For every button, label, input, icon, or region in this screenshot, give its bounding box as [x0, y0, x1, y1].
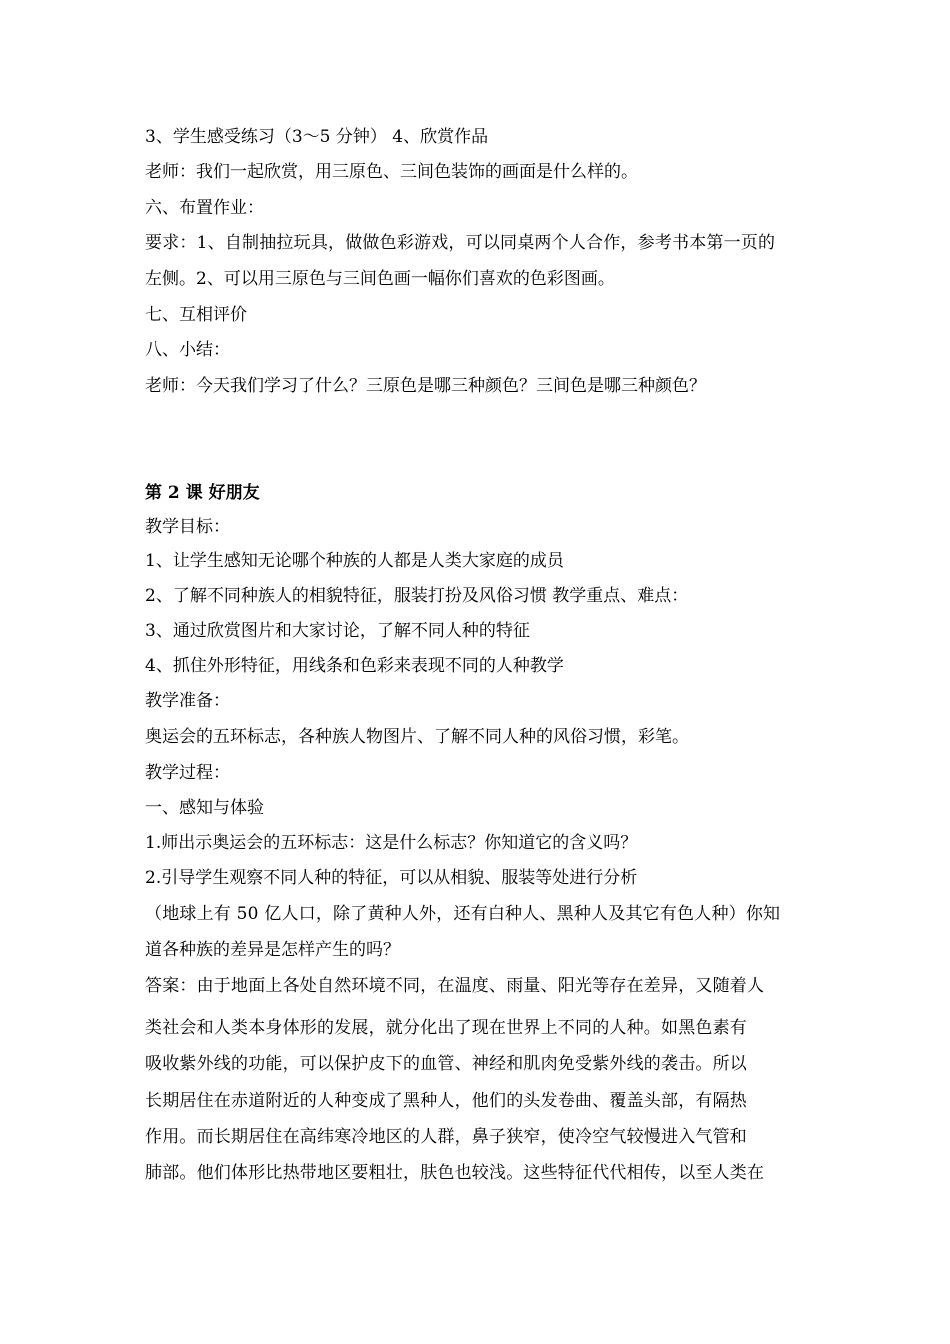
- section-heading: 教学目标：: [145, 517, 230, 537]
- text-line: 肺部。他们体形比热带地区要粗壮，肤色也较浅。这些特征代代相传，以至人类在: [145, 1163, 765, 1183]
- text-line: 3、通过欣赏图片和大家讨论，了解不同人种的特征: [145, 621, 530, 641]
- text-line: （地球上有 50 亿人口，除了黄种人外，还有白种人、黑种人及其它有色人种）你知: [145, 904, 781, 924]
- section-heading: 教学过程：: [145, 763, 230, 783]
- text-line: 4、抓住外形特征，用线条和色彩来表现不同的人种教学: [145, 656, 564, 676]
- text-line: 长期居住在赤道附近的人种变成了黑种人，他们的头发卷曲、覆盖头部，有隔热: [145, 1091, 747, 1111]
- text-line: 道各种族的差异是怎样产生的吗？: [145, 940, 400, 960]
- section-heading: 七、互相评价: [145, 305, 247, 325]
- text-line: 左侧。2、可以用三原色与三间色画一幅你们喜欢的色彩图画。: [145, 269, 615, 289]
- text-line: 老师：今天我们学习了什么？三原色是哪三种颜色？三间色是哪三种颜色？: [145, 376, 706, 396]
- text-line: 类社会和人类本身体形的发展，就分化出了现在世界上不同的人种。如黑色素有: [145, 1018, 747, 1038]
- text-line: 1、让学生感知无论哪个种族的人都是人类大家庭的成员: [145, 551, 564, 571]
- section-heading: 六、布置作业：: [145, 198, 264, 218]
- text-line: 2、了解不同种族人的相貌特征，服装打扮及风俗习惯 教学重点、难点：: [145, 586, 689, 606]
- text-line: 2.引导学生观察不同人种的特征，可以从相貌、服装等处进行分析: [145, 868, 638, 888]
- text-line: 作用。而长期居住在高纬寒冷地区的人群，鼻子狭窄，使冷空气较慢进入气管和: [145, 1127, 747, 1147]
- section-heading: 八、小结：: [145, 340, 230, 360]
- text-line: 答案：由于地面上各处自然环境不同，在温度、雨量、阳光等存在差异，又随着人: [145, 976, 765, 996]
- text-line: 要求：1、自制抽拉玩具，做做色彩游戏，可以同桌两个人合作，参考书本第一页的: [145, 233, 776, 253]
- text-line: 吸收紫外线的功能，可以保护皮下的血管、神经和肌肉免受紫外线的袭击。所以: [145, 1054, 747, 1074]
- text-line: 老师：我们一起欣赏，用三原色、三间色装饰的画面是什么样的。: [145, 162, 638, 182]
- text-line: 1.师出示奥运会的五环标志：这是什么标志？你知道它的含义吗？: [145, 833, 638, 853]
- lesson-title: 第 2 课 好朋友: [145, 483, 260, 503]
- text-line: 奥运会的五环标志，各种族人物图片、了解不同人种的风俗习惯，彩笔。: [145, 727, 689, 747]
- section-heading: 一、感知与体验: [145, 798, 264, 818]
- text-line: 3、学生感受练习（3～5 分钟） 4、欣赏作品: [145, 127, 489, 147]
- section-heading: 教学准备：: [145, 691, 230, 711]
